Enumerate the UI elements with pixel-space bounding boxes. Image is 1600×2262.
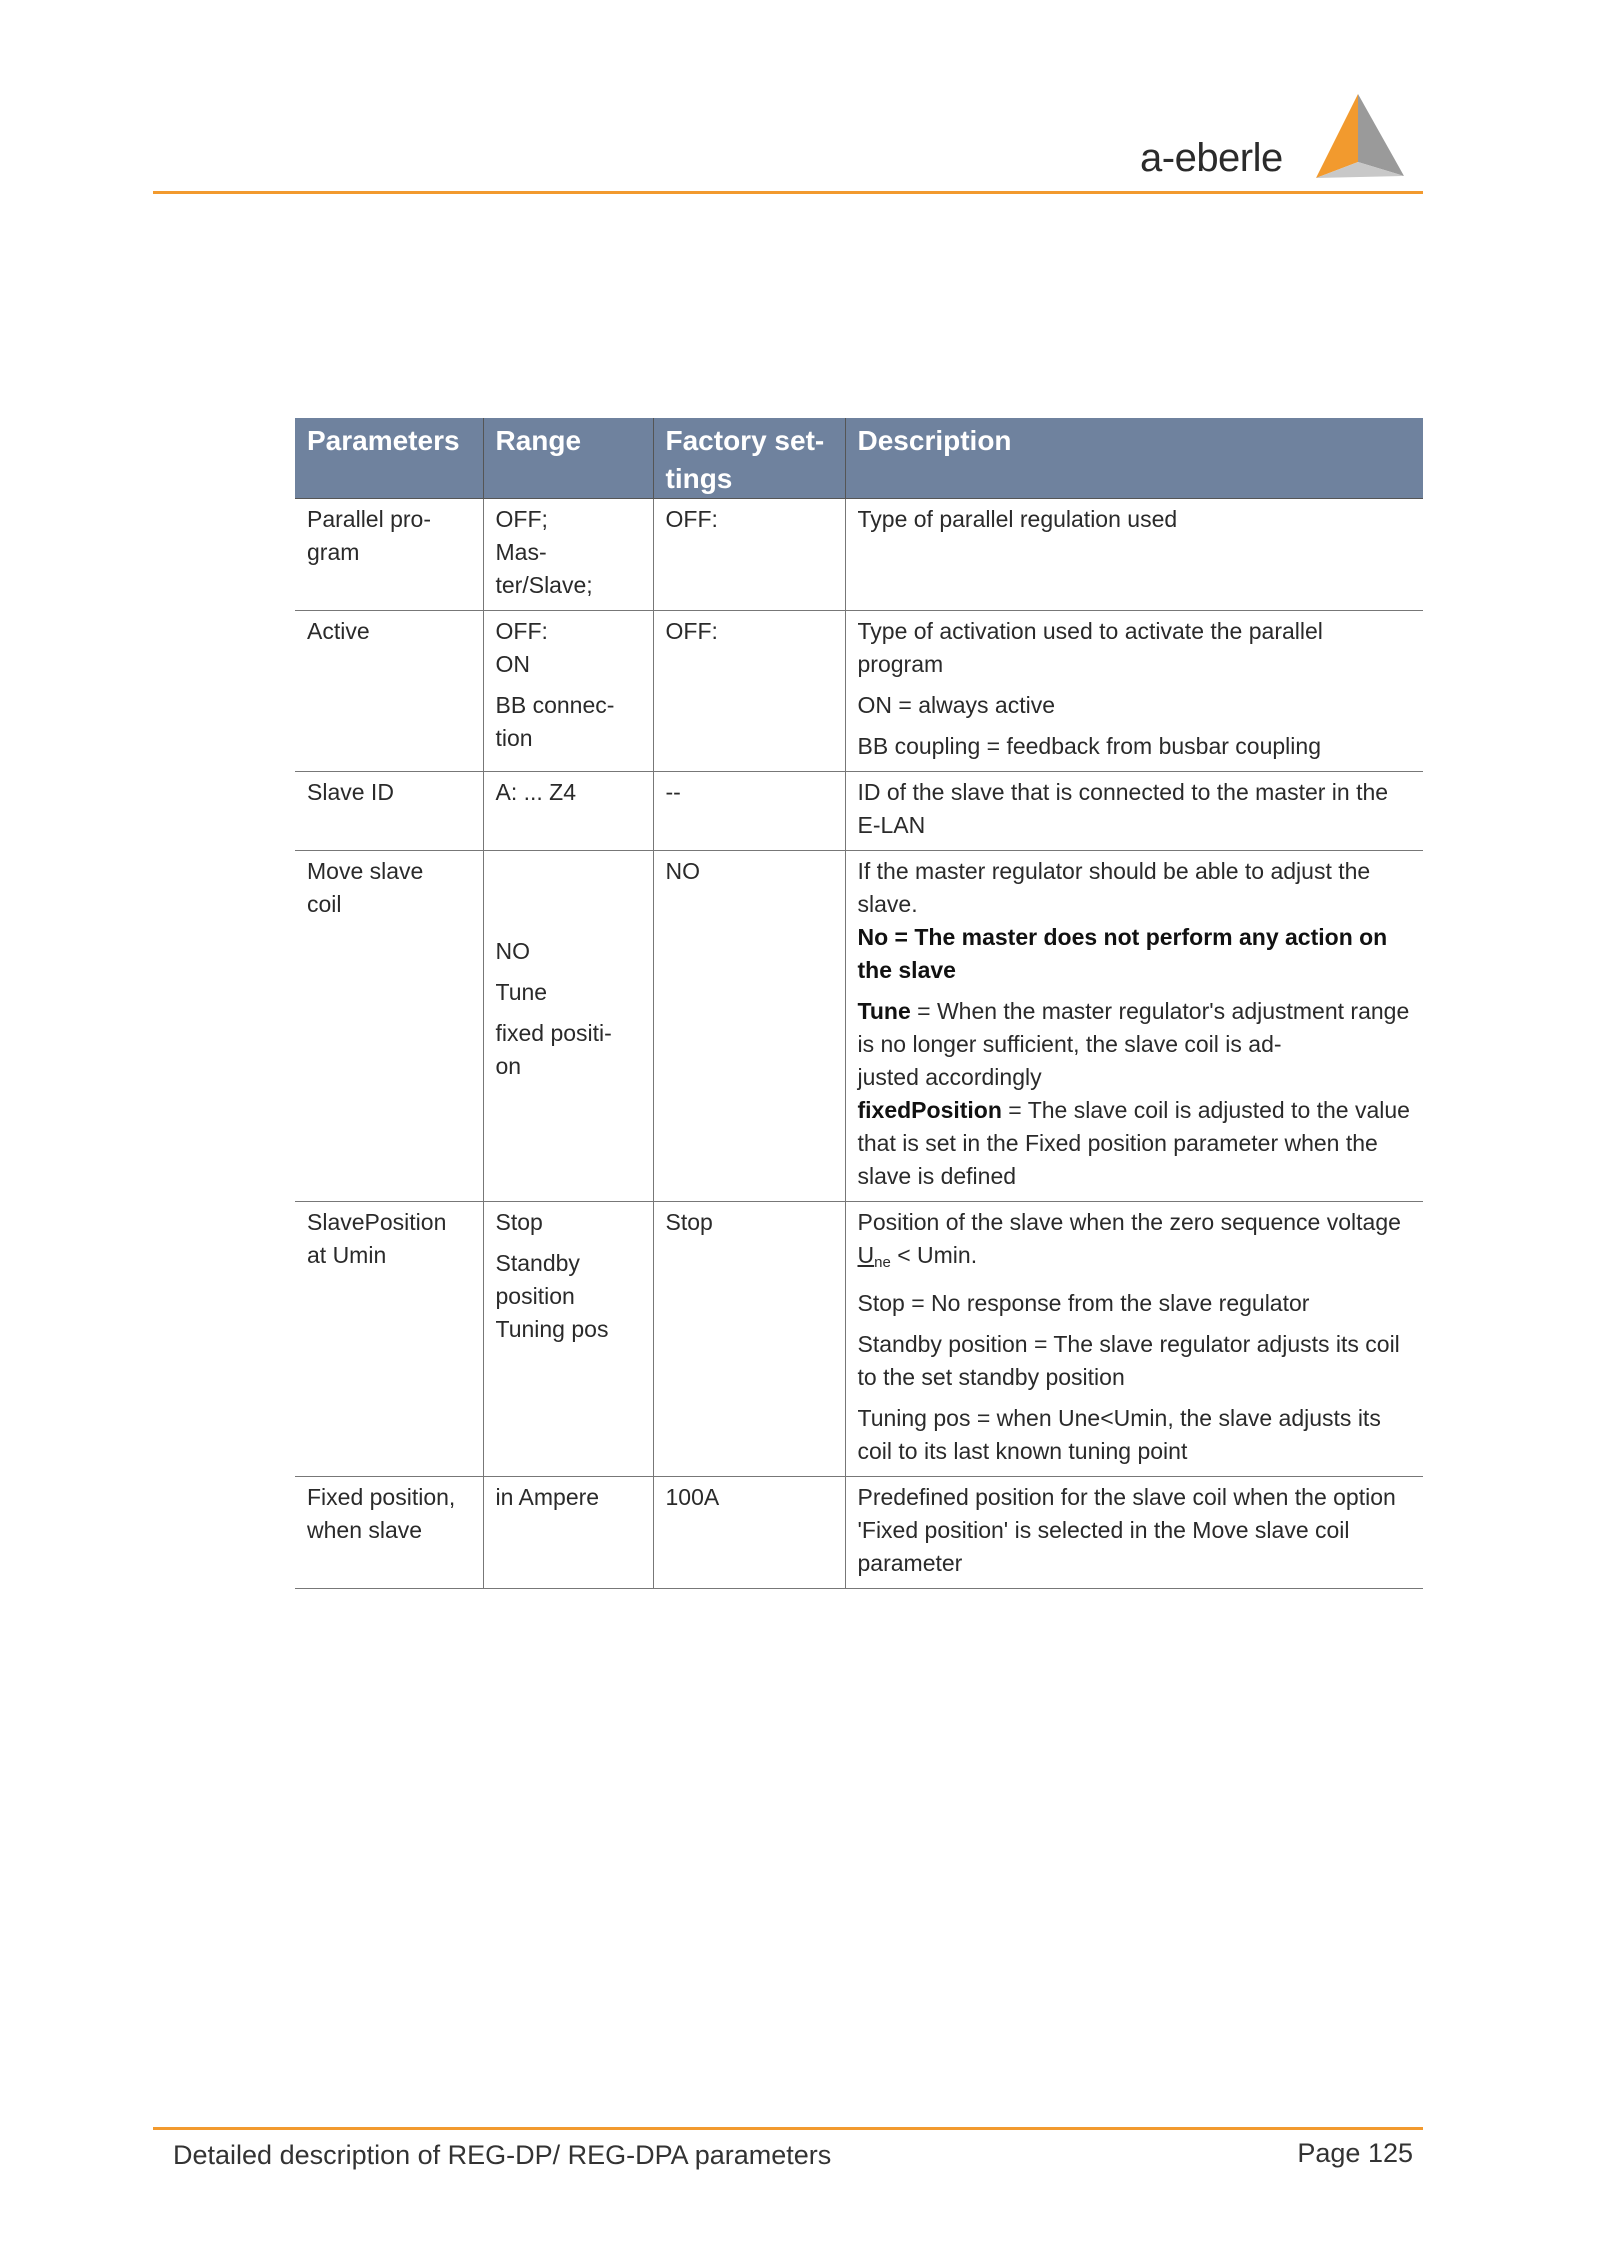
- factory-cell: OFF:: [653, 611, 845, 772]
- param-cell: Fixed position, when slave: [295, 1477, 483, 1589]
- description-cell: Type of parallel regulation used: [845, 499, 1423, 611]
- factory-cell: Stop: [653, 1202, 845, 1477]
- factory-cell: --: [653, 772, 845, 851]
- parameters-table: [295, 418, 1423, 1589]
- param-cell: SlavePosition at Umin: [295, 1202, 483, 1477]
- range-cell: OFF; Mas- ter/Slave;: [483, 499, 653, 611]
- factory-cell: OFF:: [653, 499, 845, 611]
- param-cell: Parallel pro- gram: [295, 499, 483, 611]
- description-cell: If the master regulator should be able to adjust the slave. No = The master does not perform any action on the slave Tune = When the master regulator's adjustment range is no longer sufficient, the slave coil is ad- justed accordingly fixedPosition = The slave coil is adjusted to the value that is set in the Fixed position parameter when the slave is defined: [845, 851, 1423, 1202]
- description-cell: Predefined position for the slave coil when the option 'Fixed position' is selected in the Move slave coil parameter: [845, 1477, 1423, 1589]
- header-factory-settings: Factory set- tings: [653, 418, 845, 499]
- range-cell: A: ... Z4: [483, 772, 653, 851]
- triangle-logo-icon: [1308, 92, 1408, 182]
- param-cell: Slave ID: [295, 772, 483, 851]
- factory-cell: NO: [653, 851, 845, 1202]
- header-range: Range: [483, 418, 653, 499]
- description-cell: ID of the slave that is connected to the master in the E-LAN: [845, 772, 1423, 851]
- table-row: [295, 1202, 1423, 1477]
- table-row: [295, 772, 1423, 851]
- description-cell: Position of the slave when the zero sequence voltage $U_{ne} < Umin$. Stop = No response from the slave regulator Standby position = The slave regulator adjusts its coil to the set standby position Tuning pos = when Une<Umin, the slave adjusts its coil to its last known tuning point: [845, 1202, 1423, 1477]
- table-header-row: [295, 418, 1423, 499]
- param-cell: Move slave coil: [295, 851, 483, 1202]
- header-rule: [153, 191, 1423, 194]
- logo-text: a-eberle: [1140, 136, 1283, 180]
- range-cell: NO Tune fixed positi- on: [483, 851, 653, 1202]
- header-description: Description: [845, 418, 1423, 499]
- description-cell: Type of activation used to activate the parallel program ON = always active BB coupling = feedback from busbar coupling: [845, 611, 1423, 772]
- table-row: [295, 1477, 1423, 1589]
- table-row: [295, 851, 1423, 1202]
- param-cell: Active: [295, 611, 483, 772]
- footer-rule: [153, 2127, 1423, 2130]
- company-logo: [1140, 92, 1410, 188]
- page-number: Page 125: [1297, 2138, 1413, 2168]
- range-cell: in Ampere: [483, 1477, 653, 1589]
- range-cell: OFF: ON BB connec- tion: [483, 611, 653, 772]
- factory-cell: 100A: [653, 1477, 845, 1589]
- footer-document-title: Detailed description of REG-DP/ REG-DPA parameters: [173, 2140, 832, 2170]
- table-row: [295, 499, 1423, 611]
- header-parameters: Parameters: [295, 418, 483, 499]
- table-row: [295, 611, 1423, 772]
- range-cell: Stop Standby position Tuning pos: [483, 1202, 653, 1477]
